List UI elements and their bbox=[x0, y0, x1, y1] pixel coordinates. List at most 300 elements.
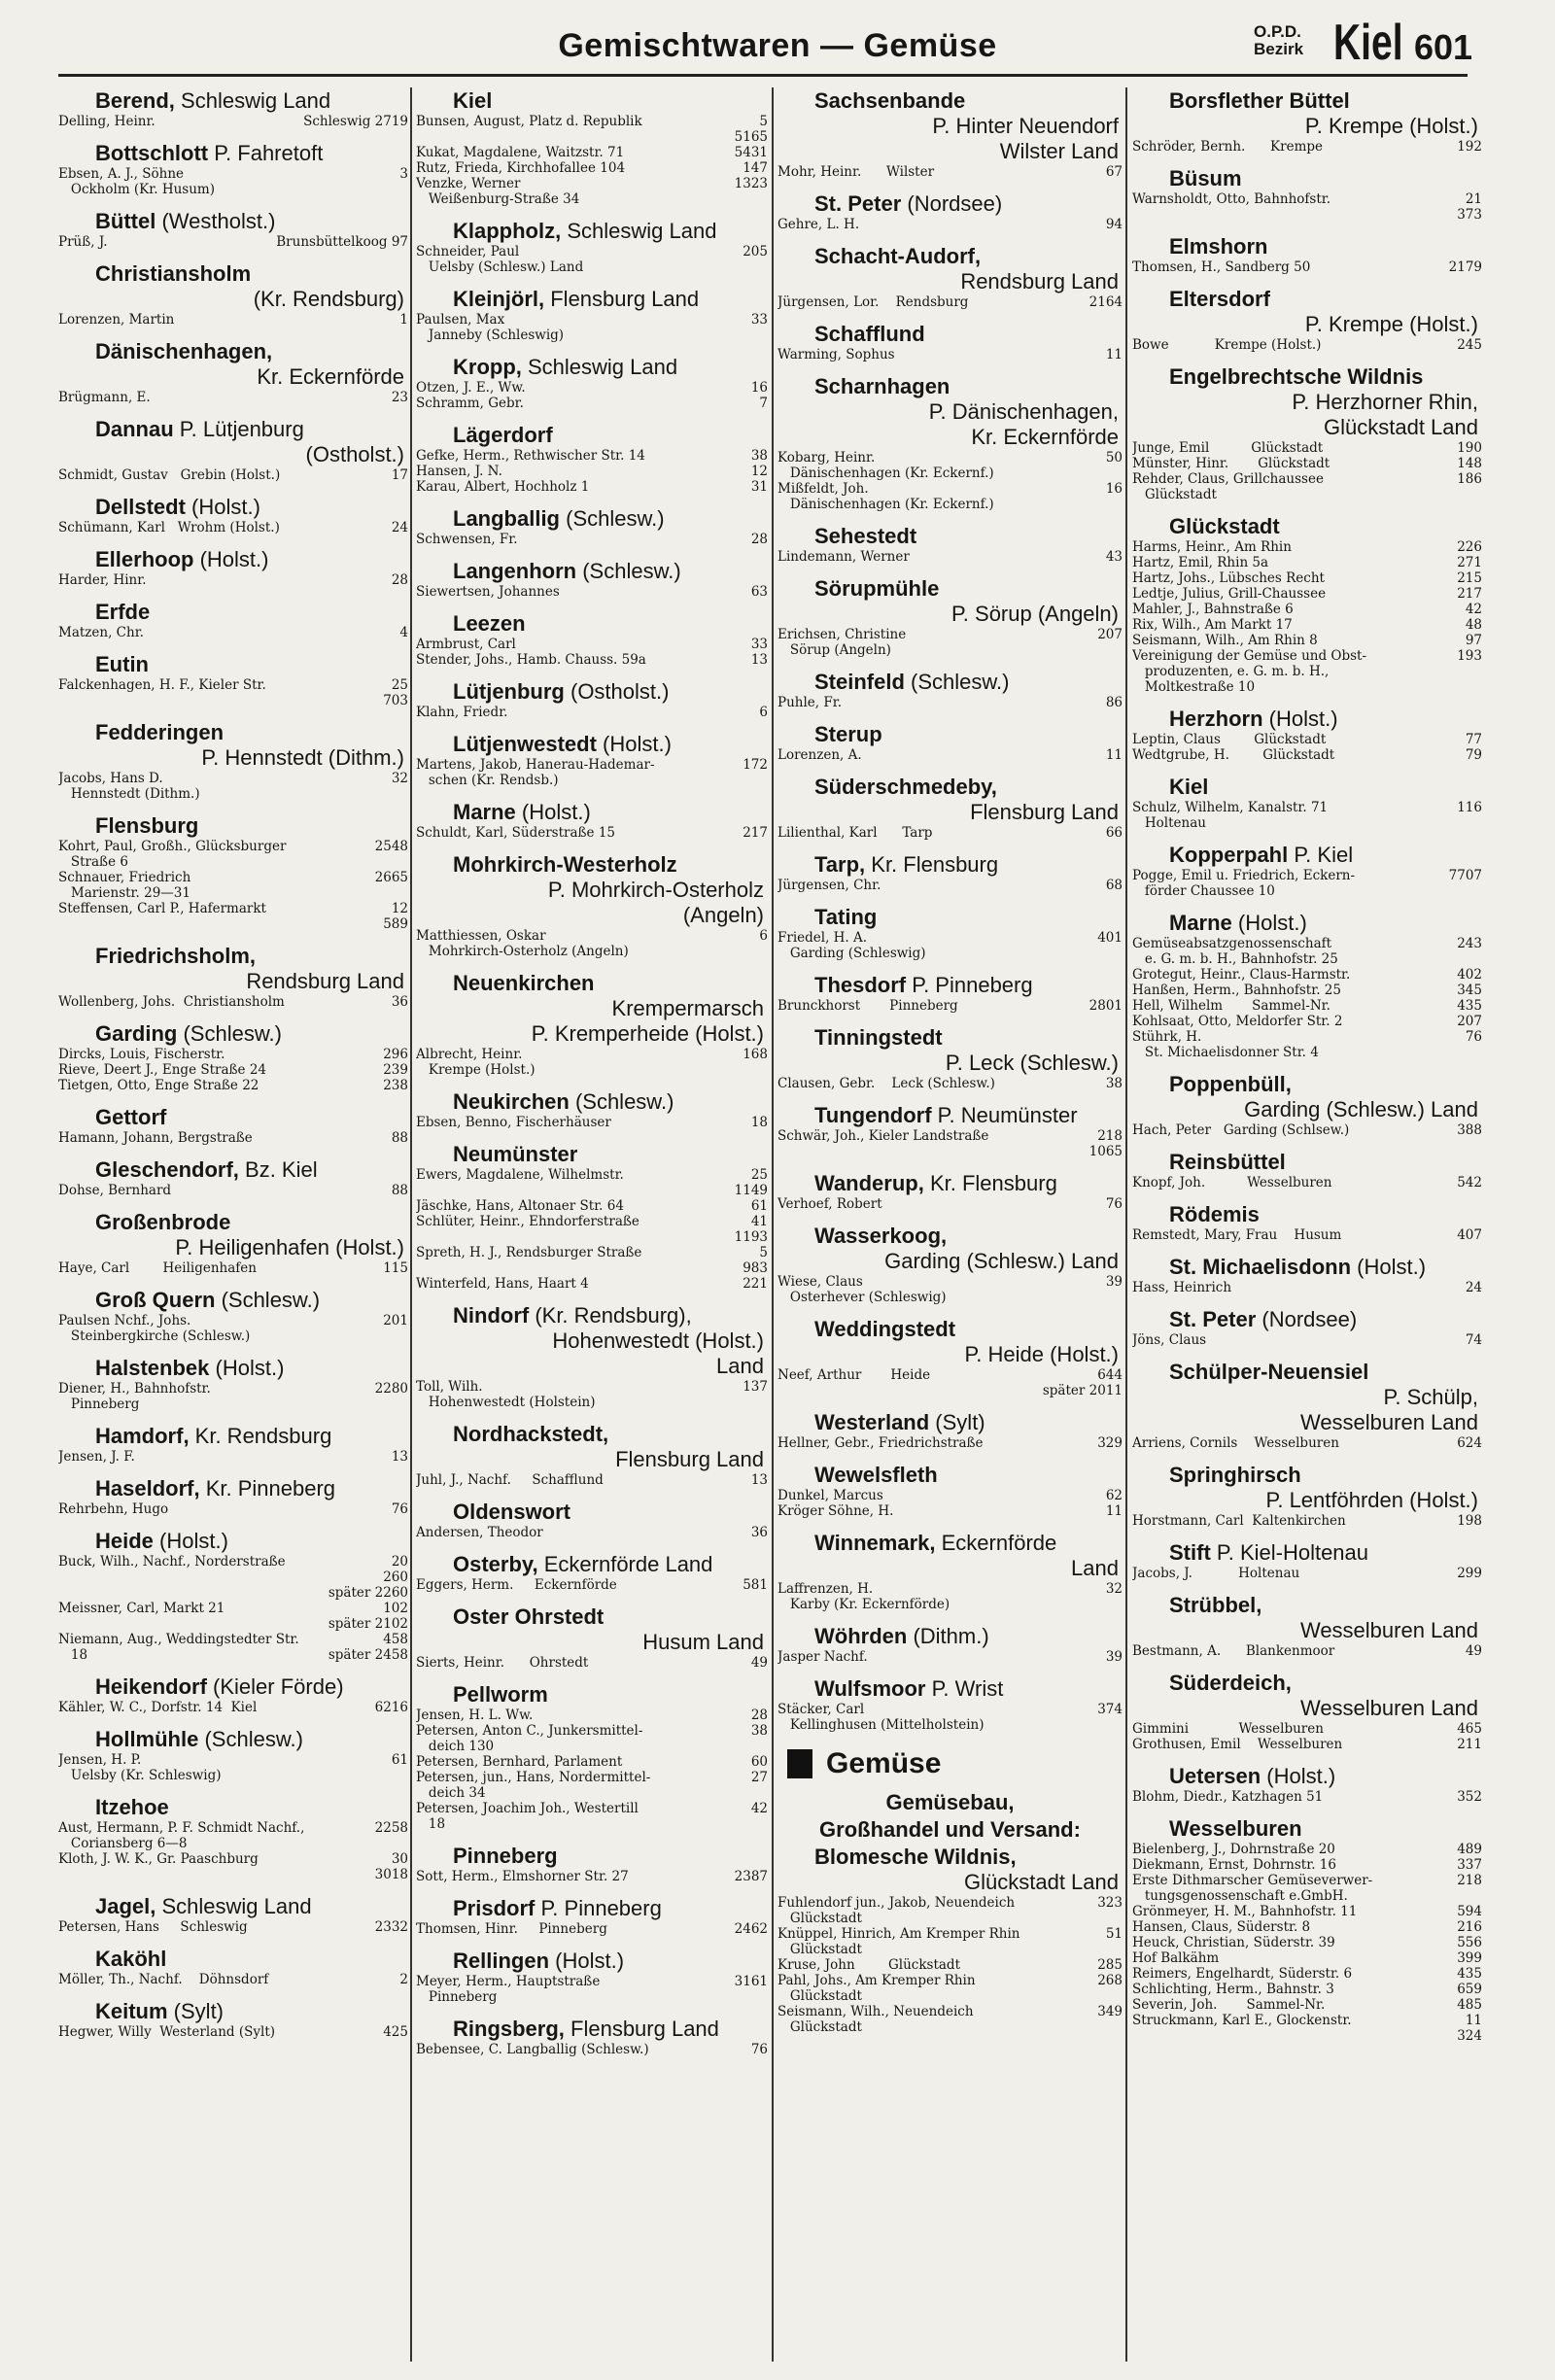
entry-name: Jensen, H. P. Uelsby (Kr. Schleswig) bbox=[58, 1752, 222, 1783]
place-block bbox=[58, 1475, 408, 1517]
place-heading bbox=[58, 416, 408, 442]
entry-number: 285 bbox=[1097, 1957, 1123, 1973]
place-name: St. Peter bbox=[814, 191, 902, 216]
listing-entry bbox=[416, 1577, 768, 1593]
place-postal: P. Pinneberg bbox=[535, 1896, 662, 1920]
entry-name: Mahler, J., Bahnstraße 6 bbox=[1132, 602, 1294, 617]
listing-entry bbox=[58, 467, 408, 483]
place-heading bbox=[58, 1893, 408, 1919]
entry-name: Puhle, Fr. bbox=[778, 695, 842, 710]
place-block bbox=[778, 373, 1123, 512]
place-block bbox=[1132, 87, 1482, 155]
place-heading bbox=[778, 1024, 1123, 1051]
listing-entry bbox=[778, 481, 1123, 512]
place-name: Kleinjörl, bbox=[453, 287, 545, 311]
entry-name: Vereinigung der Gemüse und Obst- produzenten, e. G. m. b. H., Moltkestraße 10 bbox=[1132, 648, 1367, 695]
listing-entry bbox=[778, 627, 1123, 658]
place-name: Neumünster bbox=[453, 1142, 578, 1166]
place-heading bbox=[416, 1681, 768, 1707]
place-heading bbox=[416, 851, 768, 878]
listing-entry bbox=[416, 928, 768, 959]
entry-number: 581 bbox=[743, 1577, 768, 1593]
place-block bbox=[778, 851, 1123, 893]
place-heading bbox=[778, 1409, 1123, 1435]
entry-number: 2548 bbox=[374, 839, 408, 854]
place-subheading: Rendsburg Land bbox=[246, 969, 404, 993]
place-name: Sörupmühle bbox=[814, 576, 940, 601]
place-name: Fedderingen bbox=[95, 720, 225, 744]
district-city: Kiel bbox=[1333, 15, 1403, 71]
entry-name: Armbrust, Carl bbox=[416, 637, 516, 652]
place-heading bbox=[1132, 1539, 1482, 1566]
place-name: Dänischenhagen, bbox=[95, 339, 273, 363]
place-postal: P. Wrist bbox=[925, 1676, 1004, 1701]
entry-number: 345 bbox=[1457, 983, 1482, 998]
listing-entry bbox=[1132, 1982, 1482, 1997]
place-block bbox=[416, 678, 768, 720]
entry-name: Bielenberg, J., Dohrnstraße 20 bbox=[1132, 1842, 1335, 1857]
listing-entry bbox=[1132, 456, 1482, 471]
place-postal: Bz. Kiel bbox=[238, 1157, 318, 1182]
entry-number: 7 bbox=[759, 396, 768, 411]
place-heading bbox=[1132, 774, 1482, 800]
entry-number: 28 bbox=[391, 572, 408, 588]
entry-name: Ewers, Magdalene, Wilhelmstr. bbox=[416, 1167, 624, 1183]
listing-entry bbox=[58, 1381, 408, 1412]
entry-number: 31 bbox=[750, 479, 768, 495]
listing-entry bbox=[416, 479, 768, 495]
place-heading bbox=[1132, 1815, 1482, 1842]
place-postal: (Holst.) bbox=[1262, 707, 1338, 731]
entry-name: Jacobs, Hans D. Hennstedt (Dithm.) bbox=[58, 771, 200, 802]
entry-number: 268 bbox=[1097, 1973, 1123, 1988]
place-block bbox=[58, 208, 408, 250]
entry-number: 1 bbox=[399, 312, 408, 328]
listing-entry bbox=[778, 695, 1123, 710]
listing-entry bbox=[58, 901, 408, 932]
place-heading bbox=[778, 243, 1123, 269]
entry-number: 5431 bbox=[734, 145, 768, 160]
listing-entry bbox=[778, 164, 1123, 180]
section-subtitle: Großhandel und Versand: bbox=[819, 1817, 1081, 1842]
listing-entry bbox=[58, 390, 408, 405]
entry-name: Meyer, Herm., Hauptstraße Pinneberg bbox=[416, 1974, 601, 2005]
entry-name: Venzke, Werner Weißenburg-Straße 34 bbox=[416, 176, 580, 207]
place-subheading: Wesselburen Land bbox=[1299, 1410, 1478, 1434]
place-heading bbox=[58, 1355, 408, 1381]
entry-name: Bowe Krempe (Holst.) bbox=[1132, 337, 1322, 353]
entry-name: Schlüter, Heinr., Ehndorferstraße bbox=[416, 1214, 639, 1229]
entry-number: 323 bbox=[1097, 1895, 1123, 1911]
listing-entry bbox=[778, 1973, 1123, 2004]
place-heading bbox=[416, 731, 768, 757]
place-heading bbox=[1132, 363, 1482, 390]
place-name: Nordhackstedt, bbox=[453, 1422, 609, 1446]
entry-name: Gefke, Herm., Rethwischer Str. 14 bbox=[416, 448, 645, 464]
listing-entry bbox=[416, 1379, 768, 1410]
place-heading bbox=[416, 286, 768, 312]
entry-number: 485 bbox=[1457, 1997, 1482, 2013]
listing-entry bbox=[778, 450, 1123, 481]
entry-name: Wollenberg, Johs. Christiansholm bbox=[58, 994, 285, 1010]
place-name: Flensburg bbox=[95, 813, 199, 838]
place-block bbox=[416, 851, 768, 959]
entry-name: Hellner, Gebr., Friedrichstraße bbox=[778, 1435, 984, 1451]
place-heading bbox=[416, 1895, 768, 1921]
entry-name: Neef, Arthur Heide bbox=[778, 1367, 931, 1383]
entry-number: 2280 bbox=[374, 1381, 408, 1397]
place-postal: Schleswig Land bbox=[521, 355, 678, 379]
place-block bbox=[416, 1895, 768, 1937]
entry-number: 299 bbox=[1457, 1566, 1482, 1581]
listing-entry bbox=[1132, 617, 1482, 633]
entry-name: Paulsen, Max Janneby (Schleswig) bbox=[416, 312, 565, 343]
entry-number: 25 703 bbox=[383, 677, 408, 708]
entry-number: 21 373 bbox=[1457, 191, 1482, 223]
entry-number: 337 bbox=[1457, 1857, 1482, 1873]
listing-entry bbox=[1132, 936, 1482, 967]
entry-number: 76 bbox=[1465, 1029, 1482, 1045]
place-block bbox=[416, 1421, 768, 1488]
place-name: Rödemis bbox=[1169, 1202, 1260, 1226]
entry-name: Leptin, Claus Glückstadt bbox=[1132, 732, 1327, 747]
page-title: Gemischtwaren — Gemüse bbox=[558, 27, 997, 64]
place-name: Großenbrode bbox=[95, 1210, 231, 1234]
entry-number: 148 bbox=[1457, 456, 1482, 471]
section-marker bbox=[787, 1749, 812, 1778]
place-name: St. Peter bbox=[1169, 1307, 1257, 1331]
entry-name: Dohse, Bernhard bbox=[58, 1183, 172, 1198]
entry-name: Bestmann, A. Blankenmoor bbox=[1132, 1643, 1335, 1659]
listing-entry bbox=[778, 1196, 1123, 1212]
place-name: Büsum bbox=[1169, 166, 1242, 190]
section-subtitle: Gemüsebau, bbox=[885, 1790, 1015, 1814]
entry-name: Kruse, John Glückstadt bbox=[778, 1957, 960, 1973]
place-name: Tating bbox=[814, 905, 878, 929]
entry-name: Möller, Th., Nachf. Döhnsdorf bbox=[58, 1972, 269, 1987]
listing-entry bbox=[778, 1649, 1123, 1665]
listing-entry bbox=[58, 994, 408, 1010]
listing-entry bbox=[58, 870, 408, 901]
listing-entry bbox=[1132, 1997, 1482, 2013]
place-name: Tungendorf bbox=[814, 1103, 932, 1127]
place-postal: Flensburg Land bbox=[564, 2017, 719, 2041]
place-subheading: (Ostholst.) bbox=[305, 442, 404, 466]
listing-entry bbox=[416, 1214, 768, 1245]
place-heading bbox=[778, 972, 1123, 998]
entry-number: 402 bbox=[1457, 967, 1482, 983]
place-postal: Flensburg Land bbox=[544, 287, 700, 311]
place-heading bbox=[1132, 1254, 1482, 1280]
place-postal: (Schlesw.) bbox=[569, 1089, 674, 1114]
entry-number: 2164 bbox=[1088, 294, 1123, 310]
listing-entry bbox=[416, 1801, 768, 1832]
place-block bbox=[778, 575, 1123, 658]
listing-entry bbox=[416, 705, 768, 720]
place-block bbox=[1132, 774, 1482, 831]
place-name: Reinsbüttel bbox=[1169, 1150, 1286, 1174]
page-number: 601 bbox=[1414, 27, 1473, 67]
place-heading bbox=[416, 1302, 768, 1328]
place-postal: (Ostholst.) bbox=[564, 679, 670, 704]
listing-entry bbox=[416, 1115, 768, 1130]
column-1 bbox=[58, 87, 408, 2362]
entry-name: Horstmann, Carl Kaltenkirchen bbox=[1132, 1513, 1346, 1529]
listing-entry bbox=[1132, 967, 1482, 983]
section-heading-gemuese bbox=[787, 1746, 1123, 1781]
entry-number: 28 bbox=[750, 1707, 768, 1723]
place-heading bbox=[778, 1223, 1123, 1249]
listing-entry bbox=[58, 2024, 408, 2040]
place-heading bbox=[58, 812, 408, 839]
entry-name: Petersen, Hans Schleswig bbox=[58, 1919, 248, 1935]
entry-number: 13 bbox=[750, 652, 768, 668]
listing-entry bbox=[1132, 471, 1482, 502]
entry-number: 13 bbox=[391, 1449, 408, 1465]
listing-entry bbox=[58, 1972, 408, 1987]
place-block bbox=[416, 799, 768, 841]
entry-name: Erste Dithmarscher Gemüseverwer- tungsgenossenschaft e.GmbH. bbox=[1132, 1873, 1373, 1904]
place-block bbox=[416, 422, 768, 495]
entry-name: Knopf, Joh. Wesselburen bbox=[1132, 1175, 1332, 1190]
place-block bbox=[1132, 910, 1482, 1060]
place-block bbox=[58, 1998, 408, 2040]
entry-number: 36 bbox=[750, 1525, 768, 1540]
listing-entry bbox=[1132, 1435, 1482, 1451]
listing-entry bbox=[1132, 1919, 1482, 1935]
place-name: Sachsenbande bbox=[814, 88, 966, 113]
place-name: Wewelsfleth bbox=[814, 1463, 938, 1487]
place-block bbox=[778, 1675, 1123, 1733]
listing-entry bbox=[58, 520, 408, 535]
place-name: Ellerhoop bbox=[95, 547, 194, 571]
entry-name: Jöns, Claus bbox=[1132, 1332, 1207, 1348]
entry-name: Siewertsen, Johannes bbox=[416, 584, 560, 600]
entry-number: 168 bbox=[743, 1047, 768, 1062]
entry-number: 33 bbox=[750, 637, 768, 652]
place-postal: (Holst.) bbox=[549, 1949, 625, 1973]
entry-number: 116 bbox=[1457, 800, 1482, 815]
place-name: Oldenswort bbox=[453, 1500, 571, 1524]
place-heading bbox=[778, 1316, 1123, 1342]
place-postal: Kr. Rendsburg bbox=[189, 1424, 332, 1448]
listing-entry bbox=[416, 1723, 768, 1754]
place-name: Elmshorn bbox=[1169, 234, 1268, 259]
place-postal: (Kr. Rendsburg), bbox=[529, 1303, 692, 1328]
bezirk-label: Bezirk bbox=[1254, 40, 1304, 58]
entry-number: 215 bbox=[1457, 570, 1482, 586]
district-label bbox=[1254, 23, 1303, 58]
place-subheading: Garding (Schlesw.) Land bbox=[1244, 1097, 1478, 1121]
entry-name: Dircks, Louis, Fischerstr. bbox=[58, 1047, 225, 1062]
entry-name: Spreth, H. J., Rendsburger Straße bbox=[416, 1245, 642, 1260]
place-block bbox=[1132, 1071, 1482, 1138]
entry-number: 13 bbox=[750, 1472, 768, 1488]
entry-name: Eggers, Herm. Eckernförde bbox=[416, 1577, 617, 1593]
place-block bbox=[416, 354, 768, 411]
place-name: Scharnhagen bbox=[814, 374, 950, 398]
place-name: Pellworm bbox=[453, 1682, 548, 1707]
entry-number: 6 bbox=[759, 705, 768, 720]
place-name: Wesselburen bbox=[1169, 1816, 1302, 1841]
listing-entry bbox=[416, 1974, 768, 2005]
entry-name: Petersen, Anton C., Junkersmittel- deich 130 bbox=[416, 1723, 643, 1754]
place-heading bbox=[1132, 1462, 1482, 1488]
listing-entry bbox=[416, 1472, 768, 1488]
entry-name: Mohr, Heinr. Wilster bbox=[778, 164, 935, 180]
place-block bbox=[778, 1316, 1123, 1398]
place-subheading: Land bbox=[716, 1354, 764, 1378]
entry-name: Bebensee, C. Langballig (Schlesw.) bbox=[416, 2042, 649, 2057]
entry-number: 374 bbox=[1097, 1702, 1123, 1717]
place-block bbox=[416, 218, 768, 275]
place-name: Schacht-Audorf, bbox=[814, 244, 982, 268]
place-heading bbox=[416, 505, 768, 532]
entry-name: Wedtgrube, H. Glückstadt bbox=[1132, 747, 1335, 763]
listing-entry bbox=[58, 1449, 408, 1465]
entry-name: Warming, Sophus bbox=[778, 347, 895, 362]
entry-name: Severin, Joh. Sammel-Nr. bbox=[1132, 1997, 1326, 2013]
entry-name: Pahl, Johs., Am Kremper Rhin Glückstadt bbox=[778, 1973, 976, 2004]
entry-number: 115 bbox=[383, 1260, 408, 1276]
entry-name: Sierts, Heinr. Ohrstedt bbox=[416, 1655, 589, 1671]
entry-number: 88 bbox=[391, 1130, 408, 1146]
place-postal: (Schlesw.) bbox=[215, 1288, 321, 1312]
listing-entry bbox=[416, 1525, 768, 1540]
column-divider bbox=[1125, 87, 1127, 2362]
place-heading bbox=[416, 1948, 768, 1974]
listing-entry bbox=[416, 1198, 768, 1214]
place-block bbox=[58, 1020, 408, 1093]
entry-number: 38 bbox=[1105, 1076, 1123, 1091]
entry-name: Jäschke, Hans, Altonaer Str. 64 bbox=[416, 1198, 624, 1214]
entry-number: 624 bbox=[1457, 1435, 1482, 1451]
entry-name: Martens, Jakob, Hanerau-Hademar- schen (Kr. Rendsb.) bbox=[416, 757, 655, 788]
entry-number: 205 bbox=[743, 244, 768, 259]
place-heading bbox=[1132, 286, 1482, 312]
entry-number: 67 bbox=[1105, 164, 1123, 180]
entry-name: Ledtje, Julius, Grill-Chaussee bbox=[1132, 586, 1327, 602]
place-name: Herzhorn bbox=[1169, 707, 1263, 731]
entry-number: 201 bbox=[383, 1313, 408, 1328]
entry-name: Lindemann, Werner bbox=[778, 549, 910, 565]
listing-entry bbox=[416, 2042, 768, 2057]
entry-name: Buck, Wilh., Nachf., Norderstraße bbox=[58, 1554, 286, 1569]
place-subheading: P. Kremperheide (Holst.) bbox=[531, 1021, 764, 1046]
place-name: Süderschmedeby, bbox=[814, 775, 997, 799]
place-heading bbox=[416, 1604, 768, 1630]
place-heading bbox=[1132, 1201, 1482, 1227]
listing-entry bbox=[1132, 998, 1482, 1014]
listing-entry bbox=[416, 176, 768, 207]
entry-number: 3161 bbox=[734, 1974, 768, 1989]
place-block bbox=[778, 721, 1123, 763]
place-heading bbox=[778, 87, 1123, 114]
place-block bbox=[778, 1024, 1123, 1091]
entry-number: 24 bbox=[391, 520, 408, 535]
entry-name: Blohm, Diedr., Katzhagen 51 bbox=[1132, 1789, 1324, 1805]
place-postal: (Nordsee) bbox=[1256, 1307, 1358, 1331]
place-block bbox=[778, 1409, 1123, 1451]
entry-number: 97 bbox=[1465, 633, 1482, 648]
place-block bbox=[1132, 513, 1482, 695]
place-block bbox=[58, 1104, 408, 1146]
place-postal: (Holst.) bbox=[1261, 1764, 1336, 1788]
place-heading bbox=[58, 87, 408, 114]
place-name: Eutin bbox=[95, 652, 149, 676]
entry-name: Harms, Heinr., Am Rhin bbox=[1132, 539, 1292, 555]
listing-entry bbox=[1132, 1122, 1482, 1138]
entry-name: Matzen, Chr. bbox=[58, 625, 144, 640]
entry-name: Erichsen, Christine Sörup (Angeln) bbox=[778, 627, 907, 658]
entry-number: 12 bbox=[750, 464, 768, 479]
entry-number: 407 bbox=[1457, 1227, 1482, 1243]
entry-number: 271 bbox=[1457, 555, 1482, 570]
entry-number: 190 bbox=[1457, 440, 1482, 456]
place-block bbox=[416, 610, 768, 668]
entry-number: 217 bbox=[743, 825, 768, 841]
entry-number: 425 bbox=[383, 2024, 408, 2040]
header-rule bbox=[58, 74, 1468, 77]
place-block bbox=[58, 1287, 408, 1344]
section-title: Gemüse bbox=[826, 1747, 942, 1779]
entry-name: Fuhlendorf jun., Jakob, Neuendeich Glückstadt bbox=[778, 1895, 1016, 1926]
place-block bbox=[1132, 1763, 1482, 1805]
place-subheading: P. Hinter Neuendorf bbox=[932, 114, 1119, 138]
place-block bbox=[1132, 1592, 1482, 1659]
place-name: Erfde bbox=[95, 600, 151, 624]
place-postal: (Holst.) bbox=[1231, 911, 1307, 935]
place-block bbox=[778, 669, 1123, 710]
place-name: Itzehoe bbox=[95, 1795, 169, 1819]
place-name: Kopperpahl bbox=[1169, 843, 1289, 867]
place-heading bbox=[1132, 233, 1482, 259]
place-name: Kiel bbox=[453, 88, 493, 113]
place-name: Pinneberg bbox=[453, 1844, 558, 1868]
place-block bbox=[416, 505, 768, 547]
listing-entry bbox=[1132, 259, 1482, 275]
entry-name: Hartz, Johs., Lübsches Recht bbox=[1132, 570, 1325, 586]
place-subheading: Wesselburen Land bbox=[1299, 1618, 1478, 1642]
entry-number: 435 bbox=[1457, 998, 1482, 1014]
place-subheading: Wilster Land bbox=[999, 139, 1119, 163]
listing-entry bbox=[778, 1926, 1123, 1957]
entry-name: Hanßen, Herm., Bahnhofstr. 25 bbox=[1132, 983, 1341, 998]
place-name: Prisdorf bbox=[453, 1896, 536, 1920]
place-block bbox=[778, 190, 1123, 232]
place-block bbox=[416, 1681, 768, 1832]
listing-entry bbox=[1132, 2013, 1482, 2044]
place-name: Heikendorf bbox=[95, 1674, 207, 1699]
place-name: Marne bbox=[453, 800, 516, 824]
entry-number: 435 bbox=[1457, 1966, 1482, 1982]
entry-number: 42 bbox=[750, 1801, 768, 1816]
listing-entry bbox=[1132, 1842, 1482, 1857]
listing-entry bbox=[778, 930, 1123, 961]
place-subheading: P. Lentföhrden (Holst.) bbox=[1265, 1488, 1478, 1512]
place-postal: Schleswig Land bbox=[174, 88, 331, 113]
place-heading bbox=[58, 719, 408, 745]
place-heading bbox=[58, 599, 408, 625]
place-block bbox=[778, 1844, 1123, 2035]
place-heading bbox=[416, 678, 768, 705]
entry-name: Kohrt, Paul, Großh., Glücksburger Straße 6 bbox=[58, 839, 287, 870]
place-name: Neuenkirchen bbox=[453, 971, 595, 995]
listing-entry bbox=[1132, 1014, 1482, 1029]
entry-name: Grönmeyer, H. M., Bahnhofstr. 11 bbox=[1132, 1904, 1358, 1919]
listing-entry bbox=[1132, 1904, 1482, 1919]
listing-entry bbox=[58, 1130, 408, 1146]
